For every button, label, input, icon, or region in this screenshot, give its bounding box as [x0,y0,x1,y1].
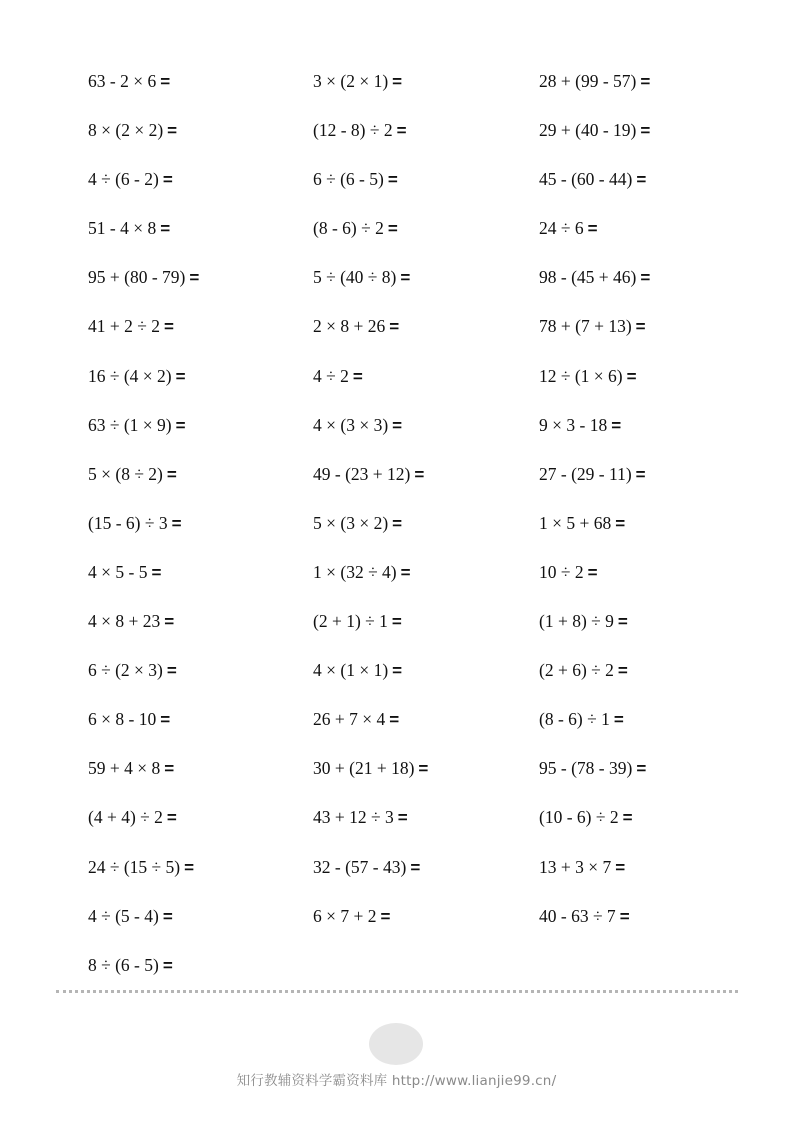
problem-expression: 4 × 5 - 5 [88,561,148,582]
equals-sign: = [622,808,633,828]
math-problem [539,410,650,459]
equals-sign: = [617,661,628,681]
footer-text: 知行教辅资料学霸资料库 http://www.lianjie99.cn/ [236,1073,557,1089]
equals-sign: = [611,415,622,435]
dotted-divider [56,990,738,993]
problem-expression: (10 - 6) ÷ 2 [539,807,619,828]
problem-expression: (2 + 1) ÷ 1 [313,611,388,632]
math-problem [539,655,650,704]
equals-sign: = [615,513,626,533]
math-problem [313,410,428,459]
equals-sign: = [166,661,177,681]
problem-expression: 98 - (45 + 46) [539,267,637,288]
math-problem [539,557,650,606]
problem-expression: 43 + 12 ÷ 3 [313,807,394,828]
problem-expression: 24 ÷ 6 [539,218,584,239]
math-problem [539,802,650,851]
problem-expression: 1 × (32 ÷ 4) [313,561,397,582]
equals-sign: = [615,857,626,877]
equals-sign: = [587,219,598,239]
problem-expression: 63 - 2 × 6 [88,71,157,91]
problem-expression: 59 + 4 × 8 [88,758,161,779]
problem-expression: 10 ÷ 2 [539,561,584,582]
math-problem [539,115,650,164]
equals-sign: = [400,562,411,582]
math-problem [88,115,199,164]
problem-expression: 28 + (99 - 57) [539,71,637,91]
problem-expression: 9 × 3 - 18 [539,414,608,435]
math-problem [88,901,199,950]
equals-sign: = [418,759,429,779]
problem-expression: 32 - (57 - 43) [313,856,407,877]
problem-expression: 49 - (23 + 12) [313,463,411,484]
problem-expression: 2 × 8 + 26 [313,316,386,337]
math-problem [88,410,199,459]
equals-sign: = [167,121,178,141]
math-problem [313,606,428,655]
equals-sign: = [151,562,162,582]
problem-expression: 6 ÷ (2 × 3) [88,660,163,681]
problem-expression: 40 - 63 ÷ 7 [539,905,616,926]
problem-expression: 24 ÷ (15 ÷ 5) [88,856,181,877]
equals-sign: = [387,219,398,239]
problem-column-3 [539,66,650,950]
problem-column-1 [88,66,199,999]
math-problem [313,852,428,901]
math-problem [88,164,199,213]
equals-sign: = [184,857,195,877]
problem-expression: 4 ÷ 2 [313,365,349,386]
problem-expression: 8 ÷ (6 - 5) [88,954,159,975]
equals-sign: = [414,464,425,484]
problem-expression: 12 ÷ (1 × 6) [539,365,623,386]
math-problem [313,459,428,508]
math-problem [313,557,428,606]
equals-sign: = [410,857,421,877]
math-problem [313,66,428,115]
problem-expression: 4 ÷ (6 - 2) [88,169,159,190]
equals-sign: = [392,72,403,91]
equals-sign: = [396,121,407,141]
math-problem [539,901,650,950]
math-problem [313,655,428,704]
problem-expression: 26 + 7 × 4 [313,709,386,730]
problem-expression: 6 ÷ (6 - 5) [313,169,384,190]
problem-expression: 4 ÷ (5 - 4) [88,905,159,926]
problem-expression: 6 × 7 + 2 [313,905,377,926]
math-problem [313,802,428,851]
equals-sign: = [397,808,408,828]
math-problem [88,655,199,704]
equals-sign: = [160,72,171,91]
equals-sign: = [587,562,598,582]
math-problem [313,164,428,213]
equals-sign: = [635,464,646,484]
equals-sign: = [392,661,403,681]
problem-expression: 51 - 4 × 8 [88,218,157,239]
math-problem [88,459,199,508]
math-problem [88,361,199,410]
math-problem [539,213,650,262]
problem-column-2 [313,66,428,950]
problem-expression: (15 - 6) ÷ 3 [88,512,168,533]
math-problem [539,311,650,360]
equals-sign: = [613,710,624,730]
equals-sign: = [636,170,647,190]
math-problem [88,753,199,802]
equals-sign: = [636,759,647,779]
problem-expression: 5 ÷ (40 ÷ 8) [313,267,397,288]
equals-sign: = [640,72,651,91]
problem-expression: 78 + (7 + 13) [539,316,632,337]
problem-expression: 30 + (21 + 18) [313,758,415,779]
math-problem [88,606,199,655]
math-problem [313,311,428,360]
problem-expression: (2 + 6) ÷ 2 [539,660,614,681]
equals-sign: = [171,513,182,533]
math-problem [88,802,199,851]
problem-expression: 45 - (60 - 44) [539,169,633,190]
equals-sign: = [387,170,398,190]
equals-sign: = [352,366,363,386]
equals-sign: = [160,219,171,239]
equals-sign: = [635,317,646,337]
math-problem [539,262,650,311]
math-problem [88,262,199,311]
equals-sign: = [380,906,391,926]
equals-sign: = [162,955,173,975]
equals-sign: = [640,121,651,141]
math-problem [539,164,650,213]
equals-sign: = [162,170,173,190]
problem-expression: 5 × (8 ÷ 2) [88,463,163,484]
math-problem [313,753,428,802]
problem-expression: 16 ÷ (4 × 2) [88,365,172,386]
equals-sign: = [626,366,637,386]
page-number-badge [369,1023,423,1065]
equals-sign: = [391,612,402,632]
math-problem [88,508,199,557]
equals-sign: = [163,317,174,337]
problem-expression: (8 - 6) ÷ 1 [539,709,610,730]
problem-expression: 95 - (78 - 39) [539,758,633,779]
equals-sign: = [392,415,403,435]
math-problem [539,66,650,115]
equals-sign: = [389,710,400,730]
math-problem [88,852,199,901]
math-problem [88,704,199,753]
math-problem [88,66,199,115]
equals-sign: = [189,268,200,288]
math-problem [313,361,428,410]
math-problem [313,262,428,311]
equals-sign: = [160,710,171,730]
problem-expression: (4 + 4) ÷ 2 [88,807,163,828]
equals-sign: = [392,513,403,533]
math-problem [539,753,650,802]
problem-expression: 4 × 8 + 23 [88,611,161,632]
equals-sign: = [619,906,630,926]
math-problem [313,508,428,557]
math-problem [313,213,428,262]
math-problem [539,606,650,655]
math-problem [539,704,650,753]
math-problem [539,852,650,901]
math-problem [88,557,199,606]
problem-expression: 4 × (1 × 1) [313,660,389,681]
equals-sign: = [162,906,173,926]
problem-expression: 27 - (29 - 11) [539,463,632,484]
problem-expression: 4 × (3 × 3) [313,414,389,435]
problem-expression: 1 × 5 + 68 [539,512,612,533]
equals-sign: = [640,268,651,288]
equals-sign: = [175,415,186,435]
math-problem [313,901,428,950]
equals-sign: = [166,808,177,828]
equals-sign: = [164,759,175,779]
equals-sign: = [166,464,177,484]
problem-expression: 3 × (2 × 1) [313,71,389,91]
equals-sign: = [617,612,628,632]
problem-expression: 29 + (40 - 19) [539,120,637,141]
math-problem [539,508,650,557]
problem-expression: 63 ÷ (1 × 9) [88,414,172,435]
problem-expression: 8 × (2 × 2) [88,120,164,141]
problem-expression: 95 + (80 - 79) [88,267,186,288]
equals-sign: = [389,317,400,337]
problem-expression: (8 - 6) ÷ 2 [313,218,384,239]
problem-expression: 6 × 8 - 10 [88,709,157,730]
math-problem [539,459,650,508]
equals-sign: = [400,268,411,288]
problem-expression: 5 × (3 × 2) [313,512,389,533]
equals-sign: = [164,612,175,632]
problem-expression: (1 + 8) ÷ 9 [539,611,614,632]
equals-sign: = [175,366,186,386]
math-problem [88,311,199,360]
problem-expression: 13 + 3 × 7 [539,856,612,877]
math-problem [88,213,199,262]
math-problem [539,361,650,410]
problem-expression: (12 - 8) ÷ 2 [313,120,393,141]
math-problem [313,115,428,164]
problem-expression: 41 + 2 ÷ 2 [88,316,160,337]
math-problem [313,704,428,753]
